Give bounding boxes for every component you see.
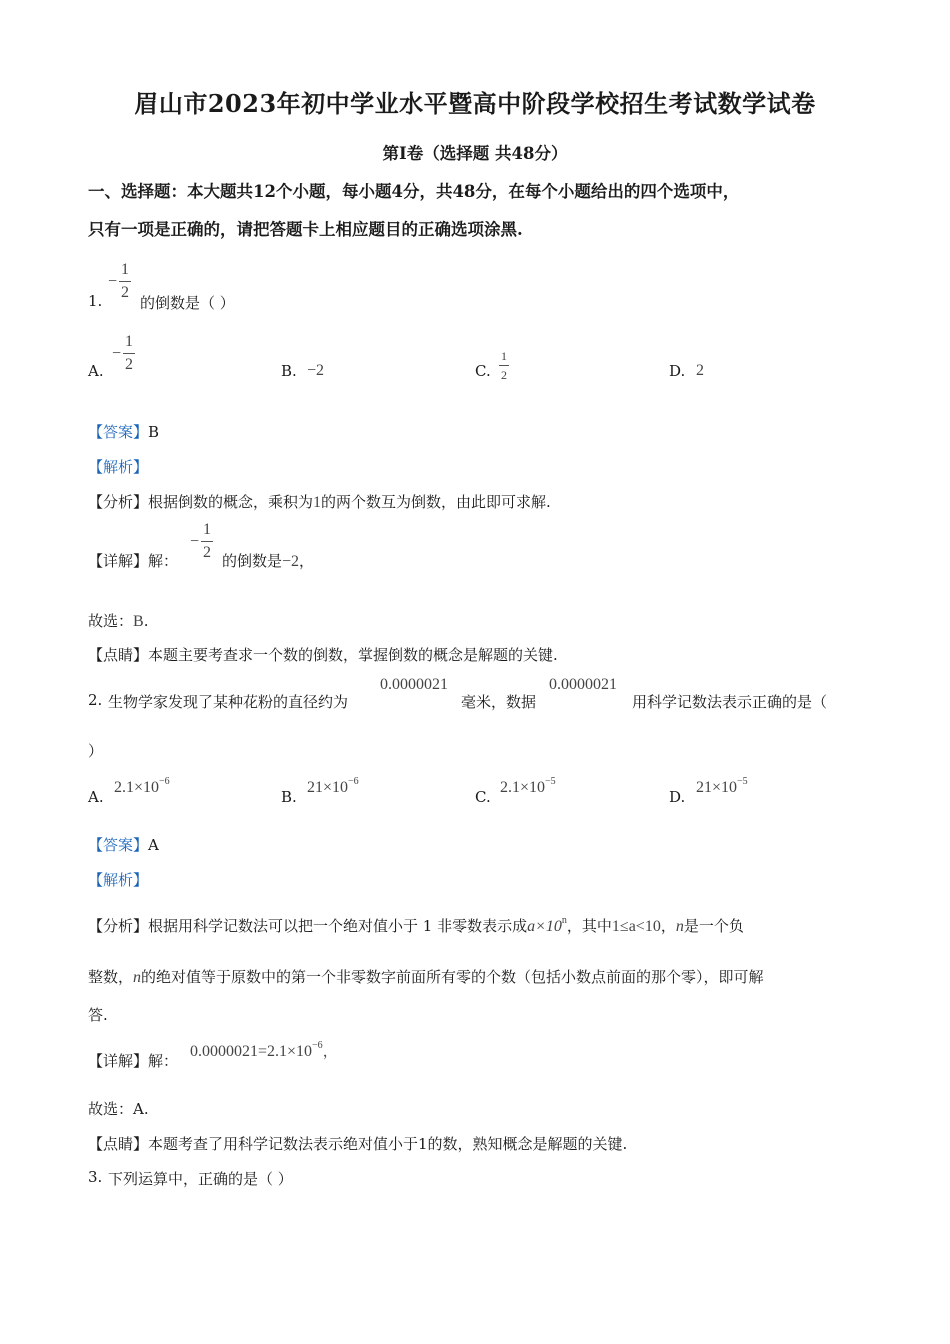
q2-number: 2. bbox=[88, 691, 103, 709]
q1-dianjing: 【点睛】本题主要考查求一个数的倒数，掌握倒数的概念是解题的关键. bbox=[88, 646, 558, 664]
q1-xiangjie-fraction: − $\frac{1}{2}$ bbox=[190, 521, 212, 561]
q2-fenxi-line1: 【分析】根据用科学记数法可以把一个绝对值小于 1 非零数表示成$a\times 10^n$，其中1≤a<10，n是一个负 bbox=[88, 915, 744, 935]
q2-option-b-label: B. bbox=[281, 788, 297, 806]
q1-option-a-value: − $\frac{1}{2}$ bbox=[112, 333, 134, 373]
q2-stem-a: 生物学家发现了某种花粉的直径约为 bbox=[108, 693, 349, 711]
q1-fraction: − $\frac{1}{2}$ bbox=[108, 261, 130, 301]
q1-number: 1. bbox=[88, 292, 103, 310]
q1-option-d-label: D. bbox=[669, 362, 686, 380]
q2-stem-b: 毫米，数据 bbox=[461, 693, 537, 711]
q3-number: 3. bbox=[88, 1168, 103, 1186]
q1-option-d-value: 2 bbox=[696, 362, 704, 379]
q3-stem: 下列运算中，正确的是（ ） bbox=[108, 1170, 293, 1188]
q2-stem-close: ） bbox=[88, 742, 104, 760]
q1-xiangjie-rest: 的倒数是−2， bbox=[222, 552, 315, 570]
q1-option-b-value: −2 bbox=[307, 362, 325, 379]
section-instructions-line2: 只有一项是正确的，请把答题卡上相应题目的正确选项涂黑. bbox=[88, 220, 523, 239]
q2-stem-c: 用科学记数法表示正确的是（ bbox=[632, 693, 828, 711]
q2-value-1: 0.0000021 bbox=[380, 676, 448, 693]
q1-xiangjie-label: 【详解】解： bbox=[88, 552, 179, 570]
q2-xiangjie-equation: $0.0000021=2.1\times 10^{-6}$， bbox=[190, 1040, 338, 1060]
q2-option-d-value: $21\times 10^{-5}$ bbox=[696, 776, 748, 796]
q2-guxuan: 故选：A. bbox=[88, 1100, 149, 1118]
q2-option-d-label: D. bbox=[669, 788, 686, 806]
q2-option-c-label: C. bbox=[475, 788, 491, 806]
q2-fenxi-line2: 整数，n的绝对值等于原数中的第一个非零数字前面所有零的个数（包括小数点前面的那个零），即可解 bbox=[88, 968, 764, 986]
q1-answer: 【答案】B bbox=[88, 423, 160, 441]
q1-option-a-label: A. bbox=[88, 362, 104, 380]
q2-option-a-value: $2.1\times 10^{-6}$ bbox=[114, 776, 170, 796]
q2-analysis-tag: 【解析】 bbox=[88, 871, 149, 889]
q2-xiangjie: 【详解】解： bbox=[88, 1052, 179, 1070]
page-title: 眉山市2023年初中学业水平暨高中阶段学校招生考试数学试卷 bbox=[134, 89, 816, 118]
q1-stem: 的倒数是（ ） bbox=[140, 294, 235, 312]
q1-option-b-label: B. bbox=[281, 362, 297, 380]
q2-option-c-value: $2.1\times 10^{-5}$ bbox=[500, 776, 556, 796]
q2-answer: 【答案】A bbox=[88, 836, 159, 854]
q1-option-c-label: C. bbox=[475, 362, 491, 380]
part-subtitle: 第Ⅰ卷（选择题 共48分） bbox=[382, 144, 568, 163]
q2-option-a-label: A. bbox=[88, 788, 104, 806]
q1-option-c-value: $\frac{1}{2}$ bbox=[501, 349, 507, 382]
q2-dianjing: 【点睛】本题考查了用科学记数法表示绝对值小于1的数，熟知概念是解题的关键. bbox=[88, 1135, 628, 1153]
q2-value-2: 0.0000021 bbox=[549, 676, 617, 693]
q1-fenxi: 【分析】根据倒数的概念，乘积为1的两个数互为倒数，由此即可求解. bbox=[88, 493, 551, 511]
q1-analysis-tag: 【解析】 bbox=[88, 458, 149, 476]
q1-guxuan: 故选：B. bbox=[88, 612, 149, 630]
section-instructions-line1: 一、选择题：本大题共12个小题，每小题4分，共48分，在每个小题给出的四个选项中， bbox=[88, 182, 740, 201]
q2-option-b-value: $21\times 10^{-6}$ bbox=[307, 776, 359, 796]
q2-fenxi-line3: 答. bbox=[88, 1006, 108, 1024]
